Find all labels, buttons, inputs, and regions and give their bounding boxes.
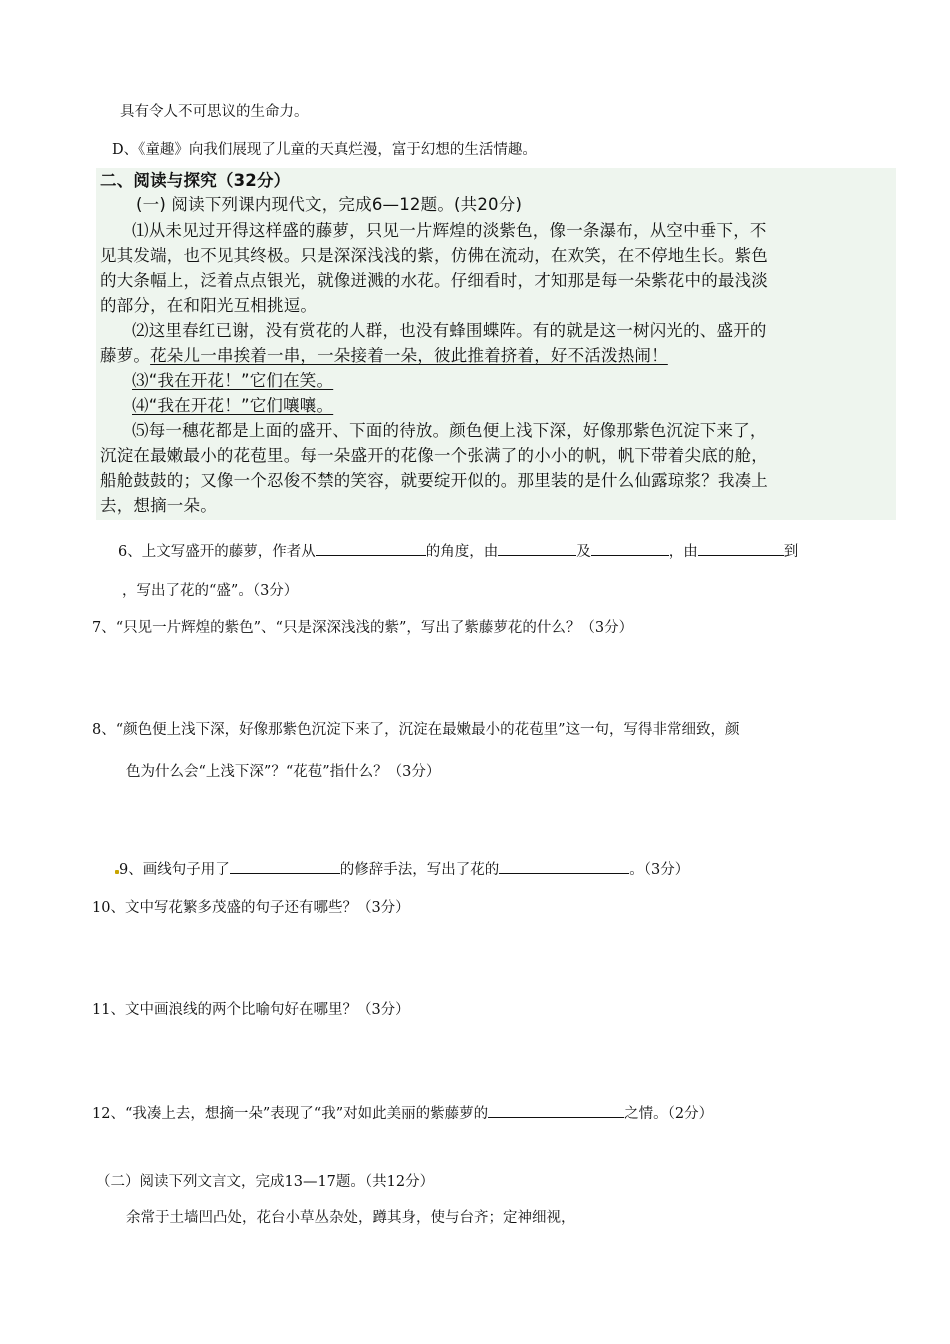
underlined-line: ⑶“我在开花！”它们在笑。: [132, 371, 334, 390]
prev-text-line: 具有令人不可思议的生命力。: [120, 104, 309, 120]
reading-passage-box: [96, 168, 896, 520]
question-10: 10、文中写花繁多茂盛的句子还有哪些？（3分）: [92, 900, 410, 916]
q9-text: 9、画线句子用了: [119, 862, 230, 878]
question-8: 8、“颜色便上浅下深，好像那紫色沉淀下来了，沉淀在最嫩最小的花苞里”这一句，写得非常细致，颜: [92, 722, 740, 738]
question-9: [119, 858, 689, 880]
question-6-cont: [118, 580, 298, 601]
answer-blank[interactable]: [591, 540, 669, 556]
answer-blank[interactable]: [230, 858, 340, 874]
passage-line: ⑴从未见过开得这样盛的藤萝，只见一片辉煌的淡紫色，像一条瀑布，从空中垂下，不: [132, 221, 767, 240]
passage-line: ⑸每一穗花都是上面的盛开、下面的待放。颜色便上浅下深，好像那紫色沉淀下来了，: [132, 421, 767, 440]
underlined-line: ⑷“我在开花！”它们嚷嚷。: [132, 396, 334, 415]
passage-line: [100, 345, 668, 367]
answer-blank[interactable]: [488, 1102, 624, 1118]
q6-text: ，由: [668, 544, 698, 560]
q6-text: ，写出了花的“盛”。（3分）: [122, 583, 299, 599]
question-6: [118, 540, 798, 562]
q6-text: 6、上文写盛开的藤萝，作者从: [118, 544, 316, 560]
question-7: 7、“只见一片辉煌的紫色”、“只是深深浅浅的紫”，写出了紫藤萝花的什么？（3分）: [92, 620, 634, 636]
question-8-cont: 色为什么会“上浅下深”？“花苞”指什么？（3分）: [126, 764, 441, 780]
answer-blank[interactable]: [498, 540, 576, 556]
answer-blank[interactable]: [499, 858, 629, 874]
q9-text: 的修辞手法，写出了花的: [339, 862, 500, 878]
passage-line: ⑵这里春红已谢，没有赏花的人群，也没有蜂围蝶阵。有的就是这一树闪光的、盛开的: [132, 321, 767, 340]
answer-blank[interactable]: [316, 540, 426, 556]
classical-text-line: 余常于土墙凹凸处，花台小草丛杂处，蹲其身，使与台齐；定神细视，: [126, 1210, 576, 1226]
answer-blank[interactable]: [698, 540, 784, 556]
section-heading: 二、阅读与探究（32分）: [100, 171, 291, 190]
passage-text: 藤萝。: [100, 346, 151, 365]
q6-text: 到: [783, 544, 799, 560]
passage-line: 见其发端，也不见其终极。只是深深浅浅的紫，仿佛在流动，在欢笑，在不停地生长。紫色: [100, 246, 768, 265]
option-d: D、《童趣》向我们展现了儿童的天真烂漫，富于幻想的生活情趣。: [112, 142, 537, 158]
q12-text: 12、“我凑上去，想摘一朵”表现了“我”对如此美丽的紫藤萝的: [92, 1106, 489, 1122]
passage-line: 船舱鼓鼓的；又像一个忍俊不禁的笑容，就要绽开似的。那里装的是什么仙露琼浆？我凑上: [100, 471, 768, 490]
subsection-title: (一) 阅读下列课内现代文，完成6—12题。(共20分): [136, 195, 523, 214]
passage-line: 的大条幅上，泛着点点银光，就像迸溅的水花。仔细看时，才知那是每一朵紫花中的最浅淡: [100, 271, 768, 290]
subsection-2-title: （二）阅读下列文言文，完成13—17题。（共12分）: [96, 1174, 435, 1190]
q12-text: 之情。（2分）: [624, 1106, 714, 1122]
q9-text: 。（3分）: [629, 862, 690, 878]
q6-text: 及: [576, 544, 591, 560]
question-11: 11、文中画浪线的两个比喻句好在哪里？（3分）: [92, 1002, 410, 1018]
q6-text: 的角度，由: [425, 544, 499, 560]
passage-line: 的部分，在和阳光互相挑逗。: [100, 296, 318, 315]
underlined-sentence: 花朵儿一串挨着一串，一朵接着一朵，彼此推着挤着，好不活泼热闹！: [150, 346, 668, 365]
passage-line: 去，想摘一朵。: [100, 496, 217, 515]
question-12: [92, 1102, 713, 1124]
passage-line: 沉淀在最嫩最小的花苞里。每一朵盛开的花像一个张满了的小小的帆，帆下带着尖底的舱，: [100, 446, 768, 465]
